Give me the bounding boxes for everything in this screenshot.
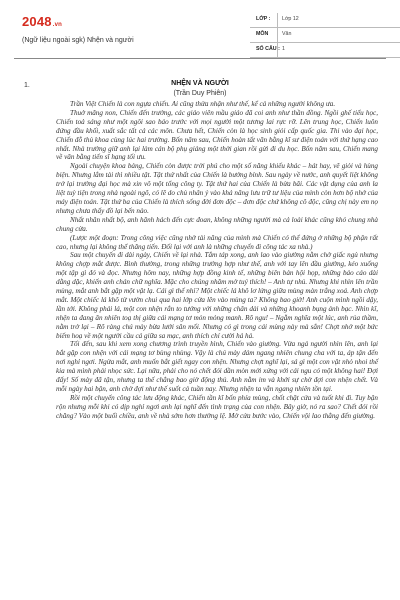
paragraph: Thuở mãng non, Chiến đến trường, các giáo viên mầu giáo đã coi anh như thần đồng. Ngồi ghế tiểu học, Chiến toả sáng như một ngôi sao báo trước với mọi người một tương lai rực rỡ. Lên trung học, Chiến luôn đứng đầu khối, xuất sắc tất cả các môn. Chưa hết, Chiến còn là học sinh giỏi cấp quốc gia. Thi vào đại học, Chiến đỗ thủ khoa cùng lúc hai trường. Bốn năm sau, Chiến hoàn tất văn bằng kĩ sư điện toán với thứ hạng cao nhất. Nhà trường giữ anh lại làm cán bộ phụ giảng một thời gian rồi gửi đi du học. Bốn năm sau, Chiến mang về văn bằng tiến sĩ hạng tối ưu.	[56, 108, 378, 162]
paragraph: (Lược một đoạn: Trong công việc cũng nhờ tài năng của mình mà Chiến có thể đứng ở những bộ phận rất cao, nhưng lại không thể thăng tiến. Đối lại với anh là những chuyến đi công tác xa nhà.)	[56, 233, 378, 251]
meta-key: LỚP :	[256, 16, 271, 22]
paragraph: Nhất nhân nhất bộ, anh hãnh hách đến cực đoan, không những người mà cả loài khác cũng khó chung nhà chung cửa.	[56, 215, 378, 233]
meta-value: Lớp 12	[282, 16, 299, 22]
meta-row-question-count	[250, 43, 400, 58]
paragraph: Rồi một chuyến công tác lưu động khác, Chiến tần kĩ bốn phía mùng, chốt chặt cửa và tuốt khi đi. Tuy bận rộn nhưng mỗi khi có dịp nghỉ ngơi anh lại nghĩ đến tình trạng của con nhện. Bây giờ, nó ra sao? Chết đói rồi chăng? Vào một buổi chiều, anh về nhà sớm hơn thường lệ. Mở cửa bước vào, Chiến vội lao thẳng đến giường.	[56, 393, 378, 420]
meta-value: Văn	[282, 31, 292, 37]
passage-body	[56, 100, 378, 421]
logo-suffix: .vn	[52, 22, 63, 28]
paragraph: Sau một chuyến đi dài ngày, Chiến về lại nhà. Tắm táp xong, anh lao vào giường nằm chờ giấc ngủ nhưng không chợp mắt được. Bình thường, trong những trường hợp như thế, anh với tay lên đầu giường, kéo xuống một tập gì đó và đọc. Nhưng hôm nay, những hợp đồng kinh tế, những biên bản hội họp, những báo cáo dài dằng dặc, khiến anh chán chữ nghĩa. Mặc cho chúng nhăm mở tuý thích! – Anh tự nhủ. Nhưng khi nhìn lên trần mùng, mắt anh bắt gặp một vật lạ. Cái gì thế nhỉ? Một chiếc lá khô lơ lửng giữa mùng màn trắng xoá. Anh chợp mắt. Một chiếc lá khô từ vườn chui qua hai lớp cửa lên vào mùng ta? Không bao giờ! Anh cuộn mình ngồi dậy, lần tới. Không phải lá, một con nhện rắn to tướng với những chân dài và những khoanh bụng ảnh bạc. Nhìn kĩ, nhện ta đang ăn nhiên toạ thị giữa cái mạng tơ mỏn mỏng manh. Rõ ngu! – Ngẫm nghĩa một lúc, anh rủa thầm, nằm trở lại – Rõ ràng chú mày bừa lưới sân mối. Nhưng có gì trong cái mùng này mà sắn! Chợt nhớ một bức biếm hoạ về một người cầu cá giữa sa mạc, anh thích chí cười hả hả.	[56, 251, 378, 340]
paragraph: Trần Việt Chiến là con ngựa chiến. Ai cũng thừa nhận như thế, kể cả những người không ưa.	[70, 100, 336, 108]
meta-row-subject	[250, 28, 400, 43]
header-divider	[14, 58, 386, 59]
passage-author: (Trần Duy Phiên)	[173, 90, 227, 97]
meta-key: SỐ CÂU :	[256, 46, 280, 52]
meta-key: MÔN	[256, 31, 269, 37]
document-subtitle: (Ngữ liệu ngoài sgk) Nhện và người	[22, 37, 134, 44]
meta-value: 1	[282, 46, 285, 52]
question-number: 1.	[24, 82, 30, 89]
paragraph: Tối đến, sau khi xem xong chương trình truyền hình, Chiến vào giường. Vừa ngả người nhìn lên, anh lại bắt gặp con nhện với cái mạng tơ bùng nhùng. Vậy là chú mày dám ngang nhiên chung cha với ta, áp tận đến nơi nghỉ ngơi. Ngừa mắt, anh muốn bắt giết ngay con nhện. Nhưng chợt nghĩ lại, sá gì một con vật nhỏ nhoi thế kia mà mình phải nhọc sức. Lại nữa, phải cho nó chết đói dần mòn mới xứng với cái ngu có một không hai! Đợi đấy! Số mày đã tận, nhưng ta thế chẳng bao giờ động thủ. Anh nằm im và khởi sự chờ đợi con nhện chết. Và mỗi ngày hai bận, anh chờ đợi như thế suốt cả tuần nay. Nhưng nhện ta vẫn ngang nhiên tồn tại.	[56, 340, 378, 393]
site-logo[interactable]	[22, 14, 62, 29]
logo-text: 2048	[22, 14, 52, 29]
page-header	[0, 0, 400, 58]
meta-row-class	[250, 13, 400, 28]
passage-title: NHỆN VÀ NGƯỜI	[171, 80, 229, 87]
meta-table	[250, 13, 400, 58]
paragraph: Ngoài chuyện khoa bảng, Chiến còn được trời phú cho một số năng khiếu khác – hát hay, vẽ giỏi và hùng biện. Nhưng lắm tài thì nhiều tật. Tật thứ nhất của Chiến là bướng bỉnh. Sau ngày về nước, anh quyết liệt không trở lại trường đại học mà xin vô một tổng công ty. Tật thứ hai của Chiến là bừa bãi. Các vật dụng của anh la liệt tuỳ tiện trong nhà ngoài ngõ, có lẽ do chủ nhân ỷ vào khả năng lưu trữ tư liệu của mình còn hơn bộ nhớ của máy điện toán. Tật thứ ba của Chiến là thích sống đời đơn độc – đơn độc chứ không cô độc, cũng chị này em nọ nhưng chưa thấy đồ lại bến nào.	[56, 162, 378, 215]
